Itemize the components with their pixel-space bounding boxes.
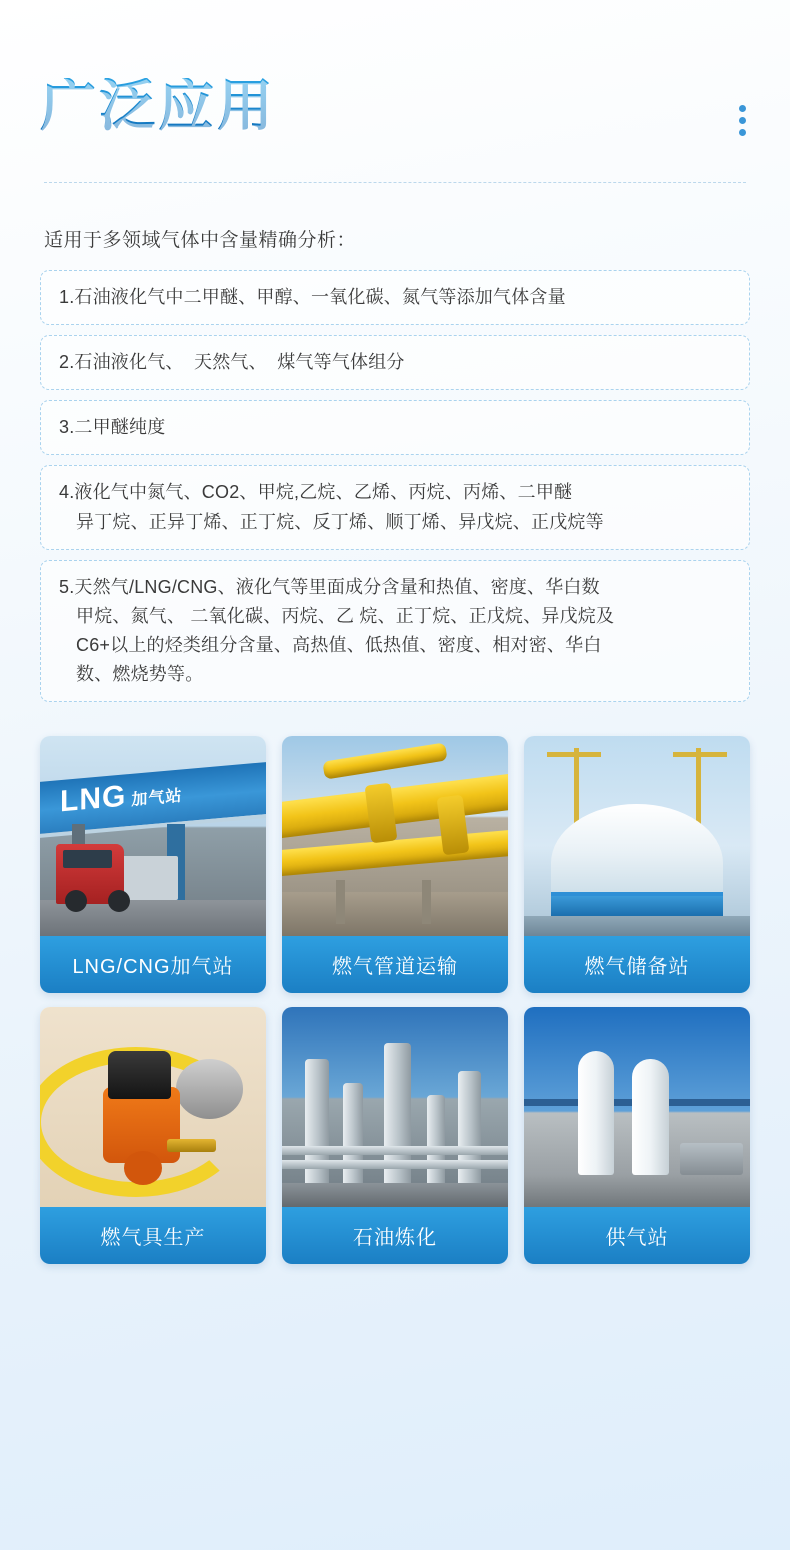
list-item-line: 数、燃烧势等。: [76, 664, 204, 685]
pipe-shape: [322, 743, 448, 780]
application-card[interactable]: [524, 1007, 750, 1264]
list-item-line: 1.石油液化气中二甲醚、甲醇、一氧化碳、氮气等添加气体含量: [59, 287, 566, 307]
list-item-line: 5.天然气/LNG/CNG、液化气等里面成分含量和热值、密度、华白数: [59, 576, 600, 597]
lng-cng-station-photo: [40, 736, 266, 936]
header-divider: [44, 182, 746, 183]
pipe-support-shape: [336, 880, 345, 924]
list-item-line: 4.液化气中氮气、CO2、甲烷,乙烷、乙烯、丙烷、丙烯、二甲醚: [59, 482, 573, 503]
ground-shape: [282, 1183, 508, 1207]
application-card[interactable]: [524, 736, 750, 993]
pipe-support-shape: [422, 880, 431, 924]
card-label: 燃气具生产: [40, 1207, 266, 1264]
application-card[interactable]: [40, 1007, 266, 1264]
list-item: [40, 335, 750, 390]
gas-pipeline-photo: [282, 736, 508, 936]
regulator-nozzle-shape: [167, 1139, 217, 1152]
application-list: [40, 270, 750, 702]
pipe-run-shape: [282, 1160, 508, 1169]
kebab-menu-icon[interactable]: [739, 105, 746, 136]
ground-shape: [282, 892, 508, 936]
station-sign-text: LNG 加气站: [60, 779, 183, 819]
application-card[interactable]: [40, 736, 266, 993]
storage-silo-shape: [578, 1051, 614, 1175]
ground-shape: [524, 916, 750, 936]
card-label: 燃气储备站: [524, 936, 750, 993]
crane-shape: [696, 748, 701, 824]
shed-shape: [680, 1143, 743, 1175]
petroleum-refining-photo: [282, 1007, 508, 1207]
storage-silo-shape: [632, 1059, 668, 1175]
gas-storage-tank-photo: [524, 736, 750, 936]
list-item-line: 3.二甲醚纯度: [59, 417, 166, 438]
application-card-grid: [40, 736, 750, 1264]
kebab-dot: [739, 129, 746, 136]
list-item-line: 甲烷、氮气、 二氧化碳、丙烷、乙 烷、正丁烷、正戊烷、异戊烷及: [76, 605, 615, 626]
crane-arm-shape: [547, 752, 601, 757]
application-card[interactable]: [282, 1007, 508, 1264]
gas-appliance-manufacturing-photo: [40, 1007, 266, 1207]
card-label: 供气站: [524, 1207, 750, 1264]
application-card[interactable]: [282, 736, 508, 993]
distillation-tower-shape: [427, 1095, 445, 1183]
crane-arm-shape: [673, 752, 727, 757]
gas-supply-station-photo: [524, 1007, 750, 1207]
list-item: [40, 270, 750, 325]
truck-window-shape: [63, 850, 113, 868]
regulator-knob-shape: [108, 1051, 171, 1099]
pipe-run-shape: [282, 1146, 508, 1155]
list-item: [40, 465, 750, 549]
kebab-dot: [739, 105, 746, 112]
list-item-line: 2.石油液化气、 天然气、 煤气等气体组分: [59, 352, 405, 373]
crane-shape: [574, 748, 579, 824]
card-label: 石油炼化: [282, 1207, 508, 1264]
list-item: [40, 400, 750, 455]
ground-shape: [524, 1175, 750, 1207]
list-item-line: C6+以上的烃类组分含量、高热值、低热值、密度、相对密、华白: [76, 635, 602, 656]
card-label: LNG/CNG加气站: [40, 936, 266, 993]
card-label: 燃气管道运输: [282, 936, 508, 993]
page-header: [0, 0, 790, 137]
page-title: 广泛应用: [40, 74, 276, 137]
list-item-line: 异丁烷、正异丁烯、正丁烷、反丁烯、顺丁烯、异戊烷、正戊烷等: [76, 511, 604, 532]
tank-band-shape: [551, 896, 723, 916]
kebab-dot: [739, 117, 746, 124]
list-item: [40, 560, 750, 703]
intro-text: 适用于多领域气体中含量精确分析：: [44, 230, 357, 251]
